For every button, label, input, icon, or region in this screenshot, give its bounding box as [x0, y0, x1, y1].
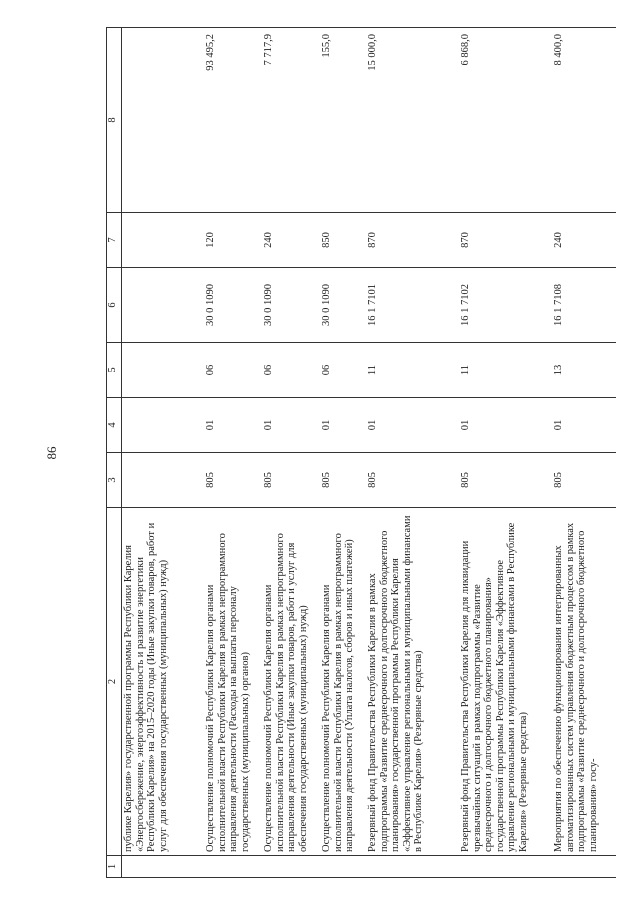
expense-type-cell: 850: [320, 213, 366, 268]
ministry-code-cell: 805: [204, 453, 262, 508]
subsection-code-cell: 11: [459, 343, 552, 398]
target-code-cell: 16 1 7108: [552, 268, 616, 343]
column-header-8: 8: [107, 28, 122, 213]
section-code-cell: 01: [320, 398, 366, 453]
target-code-cell: [122, 268, 205, 343]
expense-type-cell: [122, 213, 205, 268]
section-code-cell: 01: [459, 398, 552, 453]
subsection-code-cell: [122, 343, 205, 398]
row-index-cell: [320, 856, 366, 878]
table-row: [320, 28, 366, 878]
expense-type-cell: 240: [262, 213, 320, 268]
column-header-6: 6: [107, 268, 122, 343]
table-row: [262, 28, 320, 878]
table-row: [204, 28, 262, 878]
budget-table-container: [106, 28, 640, 878]
budget-table: [106, 27, 616, 878]
expense-type-cell: 240: [552, 213, 616, 268]
ministry-code-cell: 805: [366, 453, 459, 508]
row-index-cell: [262, 856, 320, 878]
description-cell: Мероприятия по обеспечению функционирования интегрированных автоматизированных систем управления бюджетным процессом в рамках подпрограммы «Развитие среднесрочного и долгосрочного бюджетного планирования» госу-: [552, 508, 616, 856]
section-code-cell: 01: [366, 398, 459, 453]
subsection-code-cell: 06: [262, 343, 320, 398]
row-index-cell: [122, 856, 205, 878]
target-code-cell: 30 0 1090: [204, 268, 262, 343]
table-header-row: [107, 28, 122, 878]
expense-type-cell: 870: [459, 213, 552, 268]
description-cell: Резервный фонд Правительства Республики Карелия для ликвидации чрезвычайных ситуаций в рамках подпрограммы «Развитие среднесрочного и долгосрочного бюджетного планирования» государственной программы Республики Карелия «Эффективное управление региональными и муниципальными финансами в Республике Карелия» (Резервные средства): [459, 508, 552, 856]
ministry-code-cell: 805: [262, 453, 320, 508]
section-code-cell: [122, 398, 205, 453]
description-cell: публике Карелия» государственной программы Республики Карелия «Энергосбережение, энергоэффективность и развитие энергетики Республики Карелия» на 2015–2020 годы (Иные закупки товаров, работ и услуг для обеспечения государственных (муниципальных) нужд): [122, 508, 205, 856]
column-header-5: 5: [107, 343, 122, 398]
ministry-code-cell: 805: [459, 453, 552, 508]
page-number: 86: [44, 446, 59, 460]
description-cell: Осуществление полномочий Республики Карелия органами исполнительной власти Республики Карелия в рамках непрограммного направления деятельности (Уплата налогов, сборов и иных платежей): [320, 508, 366, 856]
table-row: [366, 28, 459, 878]
target-code-cell: 30 0 1090: [262, 268, 320, 343]
subsection-code-cell: 11: [366, 343, 459, 398]
target-code-cell: 30 0 1090: [320, 268, 366, 343]
description-cell: Осуществление полномочий Республики Карелия органами исполнительной власти Республики Карелия в рамках непрограммного направления деятельности (Расходы на выплаты персоналу государственных (муниципальных) органов): [204, 508, 262, 856]
column-header-4: 4: [107, 398, 122, 453]
row-index-cell: [552, 856, 616, 878]
amount-cell: 6 868,0: [459, 28, 552, 213]
ministry-code-cell: [122, 453, 205, 508]
row-index-cell: [459, 856, 552, 878]
amount-cell: [122, 28, 205, 213]
expense-type-cell: 120: [204, 213, 262, 268]
row-index-cell: [204, 856, 262, 878]
row-index-cell: [366, 856, 459, 878]
section-code-cell: 01: [552, 398, 616, 453]
column-header-1: 1: [107, 856, 122, 878]
table-row: [552, 28, 616, 878]
section-code-cell: 01: [262, 398, 320, 453]
table-row: [459, 28, 552, 878]
table-row: [122, 28, 205, 878]
column-header-7: 7: [107, 213, 122, 268]
target-code-cell: 16 1 7102: [459, 268, 552, 343]
expense-type-cell: 870: [366, 213, 459, 268]
amount-cell: 7 717,9: [262, 28, 320, 213]
section-code-cell: 01: [204, 398, 262, 453]
description-cell: Резервный фонд Правительства Республики Карелия в рамках подпрограммы «Развитие среднесрочного и долгосрочного бюджетного планирования» государственной программы Республики Карелия «Эффективное управление региональными и муниципальными финансами в Республике Карелия» (Резервные средства): [366, 508, 459, 856]
column-header-2: 2: [107, 508, 122, 856]
target-code-cell: 16 1 7101: [366, 268, 459, 343]
ministry-code-cell: 805: [552, 453, 616, 508]
description-cell: Осуществление полномочий Республики Карелия органами исполнительной власти Республики Карелия в рамках непрограммного направления деятельности (Иные закупки товаров, работ и услуг для обеспечения государственных (муниципальных) нужд): [262, 508, 320, 856]
amount-cell: 15 000,0: [366, 28, 459, 213]
subsection-code-cell: 13: [552, 343, 616, 398]
ministry-code-cell: 805: [320, 453, 366, 508]
subsection-code-cell: 06: [320, 343, 366, 398]
subsection-code-cell: 06: [204, 343, 262, 398]
amount-cell: 93 495,2: [204, 28, 262, 213]
column-header-3: 3: [107, 453, 122, 508]
amount-cell: 8 400,0: [552, 28, 616, 213]
amount-cell: 155,0: [320, 28, 366, 213]
